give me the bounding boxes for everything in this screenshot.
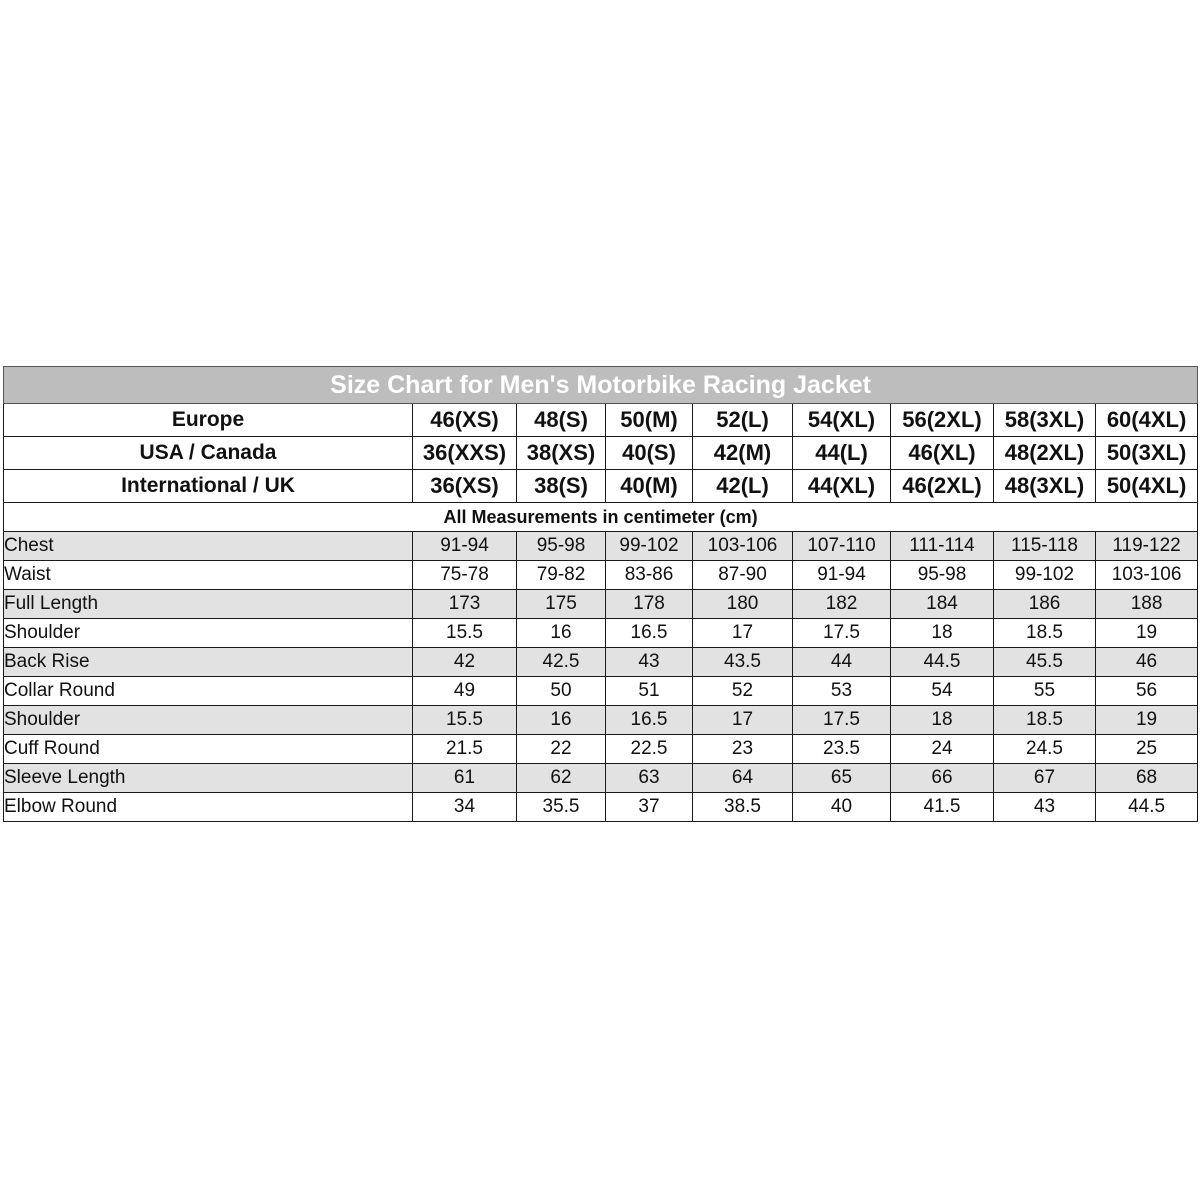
measurement-value: 23: [693, 735, 793, 764]
title-row: [4, 367, 1198, 404]
measurement-value: 43: [994, 793, 1096, 822]
table-row: [4, 619, 1198, 648]
measurement-value: 24: [891, 735, 994, 764]
measurement-value: 111-114: [891, 532, 994, 561]
measurement-value: 17.5: [793, 619, 891, 648]
measurement-value: 21.5: [413, 735, 517, 764]
measurement-value: 83-86: [606, 561, 693, 590]
size-row: [4, 404, 1198, 437]
measurement-label: Full Length: [4, 590, 413, 619]
measurement-value: 40: [793, 793, 891, 822]
measurement-value: 15.5: [413, 619, 517, 648]
chart-title: Size Chart for Men's Motorbike Racing Jacket: [4, 367, 1198, 404]
size-cell: 54(XL): [793, 404, 891, 437]
measurement-note: All Measurements in centimeter (cm): [4, 503, 1198, 532]
measurement-value: 50: [517, 677, 606, 706]
measurement-value: 16.5: [606, 619, 693, 648]
measurement-value: 63: [606, 764, 693, 793]
size-row: [4, 470, 1198, 503]
size-cell: 48(2XL): [994, 437, 1096, 470]
measurement-value: 99-102: [994, 561, 1096, 590]
measurement-value: 44.5: [1096, 793, 1198, 822]
measurement-value: 95-98: [891, 561, 994, 590]
measurement-value: 119-122: [1096, 532, 1198, 561]
measurement-value: 178: [606, 590, 693, 619]
measurement-value: 15.5: [413, 706, 517, 735]
measurement-value: 49: [413, 677, 517, 706]
size-cell: 38(XS): [517, 437, 606, 470]
size-cell: 48(S): [517, 404, 606, 437]
measurement-value: 23.5: [793, 735, 891, 764]
measurement-value: 68: [1096, 764, 1198, 793]
measurement-value: 42: [413, 648, 517, 677]
measurement-value: 67: [994, 764, 1096, 793]
measurement-value: 61: [413, 764, 517, 793]
measurement-value: 18: [891, 619, 994, 648]
size-cell: 36(XS): [413, 470, 517, 503]
measurement-value: 44: [793, 648, 891, 677]
size-row: [4, 437, 1198, 470]
measurement-value: 175: [517, 590, 606, 619]
measurement-value: 22.5: [606, 735, 693, 764]
table-row: [4, 590, 1198, 619]
measurement-value: 53: [793, 677, 891, 706]
measurement-value: 22: [517, 735, 606, 764]
measurement-value: 55: [994, 677, 1096, 706]
measurement-value: 186: [994, 590, 1096, 619]
measurement-value: 24.5: [994, 735, 1096, 764]
measurement-value: 180: [693, 590, 793, 619]
measurement-value: 173: [413, 590, 517, 619]
measurement-value: 18.5: [994, 619, 1096, 648]
measurement-value: 91-94: [413, 532, 517, 561]
size-cell: 40(S): [606, 437, 693, 470]
measurement-value: 52: [693, 677, 793, 706]
size-cell: 50(4XL): [1096, 470, 1198, 503]
size-cell: 48(3XL): [994, 470, 1096, 503]
region-label: International / UK: [4, 470, 413, 503]
measurement-value: 25: [1096, 735, 1198, 764]
size-cell: 46(XS): [413, 404, 517, 437]
measurement-label: Back Rise: [4, 648, 413, 677]
measurement-value: 66: [891, 764, 994, 793]
measurement-label: Elbow Round: [4, 793, 413, 822]
measurement-value: 45.5: [994, 648, 1096, 677]
measurement-value: 79-82: [517, 561, 606, 590]
measurement-value: 41.5: [891, 793, 994, 822]
measurement-value: 91-94: [793, 561, 891, 590]
measurement-value: 103-106: [1096, 561, 1198, 590]
measurement-value: 182: [793, 590, 891, 619]
measurement-value: 54: [891, 677, 994, 706]
size-chart-table: [3, 366, 1198, 822]
measurement-value: 19: [1096, 619, 1198, 648]
measurement-value: 16: [517, 706, 606, 735]
measurement-label: Chest: [4, 532, 413, 561]
table-row: [4, 677, 1198, 706]
size-cell: 46(XL): [891, 437, 994, 470]
region-label: Europe: [4, 404, 413, 437]
measurement-value: 75-78: [413, 561, 517, 590]
size-cell: 36(XXS): [413, 437, 517, 470]
measurement-value: 37: [606, 793, 693, 822]
measurement-value: 87-90: [693, 561, 793, 590]
size-cell: 50(M): [606, 404, 693, 437]
size-cell: 52(L): [693, 404, 793, 437]
measurement-value: 34: [413, 793, 517, 822]
measurement-value: 107-110: [793, 532, 891, 561]
size-cell: 46(2XL): [891, 470, 994, 503]
measurement-value: 115-118: [994, 532, 1096, 561]
measurement-value: 51: [606, 677, 693, 706]
measurement-label: Waist: [4, 561, 413, 590]
measurement-value: 95-98: [517, 532, 606, 561]
measurement-value: 65: [793, 764, 891, 793]
size-cell: 42(L): [693, 470, 793, 503]
measurement-value: 19: [1096, 706, 1198, 735]
measurement-value: 18.5: [994, 706, 1096, 735]
table-row: [4, 561, 1198, 590]
measurement-label: Sleeve Length: [4, 764, 413, 793]
size-cell: 42(M): [693, 437, 793, 470]
measurement-value: 56: [1096, 677, 1198, 706]
size-cell: 44(L): [793, 437, 891, 470]
measurement-value: 42.5: [517, 648, 606, 677]
measurement-value: 16: [517, 619, 606, 648]
measurement-label: Collar Round: [4, 677, 413, 706]
measurement-value: 64: [693, 764, 793, 793]
size-cell: 56(2XL): [891, 404, 994, 437]
table-row: [4, 706, 1198, 735]
size-cell: 40(M): [606, 470, 693, 503]
measurement-value: 44.5: [891, 648, 994, 677]
table-row: [4, 735, 1198, 764]
table-row: [4, 793, 1198, 822]
measurement-value: 188: [1096, 590, 1198, 619]
measurement-value: 184: [891, 590, 994, 619]
measurement-value: 35.5: [517, 793, 606, 822]
measurement-value: 43.5: [693, 648, 793, 677]
measurement-value: 17.5: [793, 706, 891, 735]
measurement-label: Shoulder: [4, 706, 413, 735]
table-row: [4, 648, 1198, 677]
measurement-value: 62: [517, 764, 606, 793]
table-row: [4, 764, 1198, 793]
size-cell: 58(3XL): [994, 404, 1096, 437]
measurement-value: 18: [891, 706, 994, 735]
size-cell: 50(3XL): [1096, 437, 1198, 470]
measurement-value: 103-106: [693, 532, 793, 561]
measurement-value: 43: [606, 648, 693, 677]
table-row: [4, 532, 1198, 561]
measurement-value: 99-102: [606, 532, 693, 561]
measurement-label: Cuff Round: [4, 735, 413, 764]
measurement-value: 17: [693, 619, 793, 648]
size-cell: 38(S): [517, 470, 606, 503]
measurement-label: Shoulder: [4, 619, 413, 648]
measurement-note-row: [4, 503, 1198, 532]
size-cell: 44(XL): [793, 470, 891, 503]
region-label: USA / Canada: [4, 437, 413, 470]
measurement-value: 38.5: [693, 793, 793, 822]
size-cell: 60(4XL): [1096, 404, 1198, 437]
measurement-value: 17: [693, 706, 793, 735]
measurement-value: 16.5: [606, 706, 693, 735]
measurement-value: 46: [1096, 648, 1198, 677]
